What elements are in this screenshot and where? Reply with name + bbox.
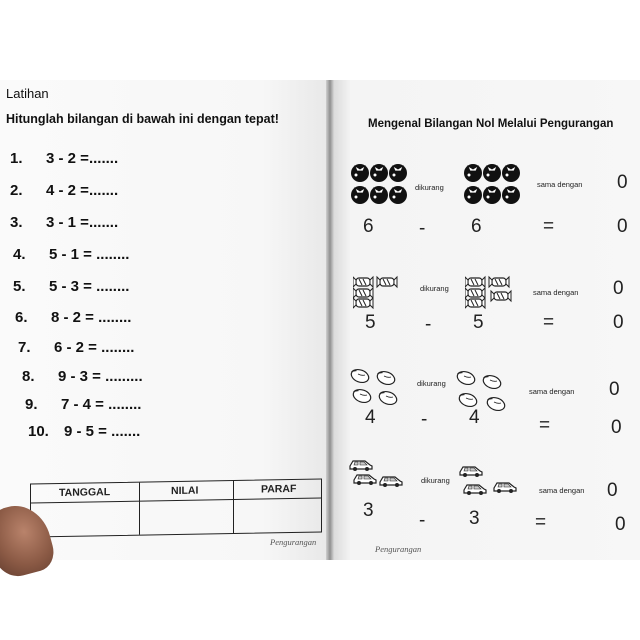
background-bottom <box>0 560 640 640</box>
problem-item: 5. 5 - 3 = ........ <box>13 278 130 295</box>
page-heading: Latihan <box>6 86 49 101</box>
subtract-number: 6 <box>471 216 482 237</box>
subtract-number: 4 <box>469 407 480 428</box>
subtract-number: 5 <box>473 312 484 333</box>
table-header-signature: PARAF <box>261 482 297 496</box>
result-number: 0 <box>615 514 626 535</box>
subtract-number: 3 <box>469 508 480 529</box>
equals-word: sama dengan <box>537 180 583 189</box>
subtraction-row <box>345 270 640 360</box>
subtraction-row <box>345 160 640 250</box>
car-icon <box>459 462 523 504</box>
equals-word: sama dengan <box>539 486 585 495</box>
equals-sign: = <box>535 512 547 533</box>
background-top <box>0 0 640 82</box>
minus-sign: - <box>419 218 426 239</box>
minus-word: dikurang <box>415 183 444 192</box>
equals-sign: = <box>543 216 555 237</box>
equals-word: sama dengan <box>533 288 579 297</box>
count-number: 6 <box>363 216 374 237</box>
result-number: 0 <box>617 216 628 237</box>
count-number: 3 <box>363 500 374 521</box>
result-number: 0 <box>611 417 622 438</box>
count-number: 4 <box>365 407 376 428</box>
result-top: 0 <box>613 278 624 299</box>
car-icon <box>349 456 411 496</box>
equals-word: sama dengan <box>529 387 575 396</box>
minus-word: dikurang <box>420 284 449 293</box>
problem-item: 4. 5 - 1 = ........ <box>13 246 130 263</box>
problem-item: 1. 3 - 2 =....... <box>10 150 119 167</box>
instruction-text: Hitunglah bilangan di bawah ini dengan tepat! <box>6 112 279 126</box>
result-top: 0 <box>617 172 628 193</box>
count-number: 5 <box>365 312 376 333</box>
minus-sign: - <box>419 510 426 531</box>
problem-item: 7. 6 - 2 = ........ <box>18 339 135 356</box>
table-header-date: TANGGAL <box>59 486 111 500</box>
candy-icon <box>353 274 401 310</box>
minus-sign: - <box>425 314 432 335</box>
problem-item: 8. 9 - 3 = ......... <box>22 368 143 385</box>
minus-word: dikurang <box>417 379 446 388</box>
eggplant-icon <box>455 369 513 413</box>
problem-item: 3. 3 - 1 =....... <box>10 214 119 231</box>
problem-item: 6. 8 - 2 = ........ <box>15 309 132 326</box>
minus-sign: - <box>421 409 428 430</box>
page-footer: Pengurangan <box>375 544 422 554</box>
eggplant-icon <box>349 367 403 409</box>
subtraction-row <box>345 365 640 455</box>
table-divider <box>233 481 234 533</box>
tomato-icon <box>463 162 521 208</box>
result-number: 0 <box>613 312 624 333</box>
equals-sign: = <box>543 312 555 333</box>
minus-word: dikurang <box>421 476 450 485</box>
candy-icon <box>465 274 515 310</box>
problem-item: 10. 9 - 5 = ....... <box>28 423 141 440</box>
tomato-icon <box>350 162 408 208</box>
table-divider <box>139 483 140 535</box>
result-top: 0 <box>607 480 618 501</box>
book-spine <box>326 80 334 562</box>
grade-table <box>30 478 322 537</box>
equals-sign: = <box>539 415 551 436</box>
table-header-score: NILAI <box>171 484 199 498</box>
subtraction-row <box>345 450 640 540</box>
page-footer: Pengurangan <box>270 537 317 547</box>
problem-item: 2. 4 - 2 =....... <box>10 182 119 199</box>
result-top: 0 <box>609 379 620 400</box>
page-title: Mengenal Bilangan Nol Melalui Pengurangan <box>368 118 614 130</box>
problem-item: 9. 7 - 4 = ........ <box>25 396 142 413</box>
